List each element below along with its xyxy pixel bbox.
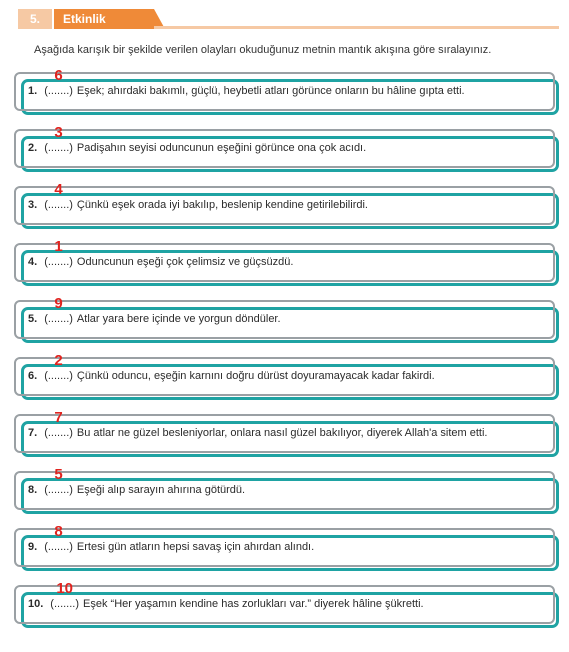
- item-number: 4.: [28, 256, 38, 268]
- list-item: [14, 523, 555, 567]
- item-number: 2.: [28, 142, 38, 154]
- answer-blank[interactable]: (.......) 10: [50, 580, 80, 610]
- list-item: [14, 580, 555, 624]
- item-text: Oduncunun eşeği çok çelimsiz ve güçsüzdü.: [76, 256, 294, 268]
- handwritten-answer: 3: [54, 124, 63, 141]
- item-text: Atlar yara bere içinde ve yorgun döndüler.: [76, 313, 281, 325]
- list-item: [14, 466, 555, 510]
- activity-title: Etkinlik: [54, 9, 154, 29]
- sequence-list: [14, 67, 555, 642]
- item-text: Bu atlar ne güzel besleniyorlar, onlara nasıl güzel bakılıyor, diyerek Allah'a sitem etti.: [76, 427, 488, 439]
- handwritten-answer: 1: [54, 238, 63, 255]
- list-item: [14, 295, 555, 339]
- answer-blank[interactable]: (.......) 1: [44, 238, 73, 268]
- list-item: [14, 238, 555, 282]
- answer-blank[interactable]: (.......) 7: [44, 409, 73, 439]
- item-number: 7.: [28, 427, 38, 439]
- answer-blank[interactable]: (.......) 5: [44, 466, 73, 496]
- item-number: 10.: [28, 598, 44, 610]
- activity-number: 5.: [18, 9, 52, 29]
- answer-blank[interactable]: (.......) 4: [44, 181, 73, 211]
- handwritten-answer: 4: [54, 181, 63, 198]
- item-number: 1.: [28, 85, 38, 97]
- list-item: [14, 181, 555, 225]
- instruction-text: Aşağıda karışık bir şekilde verilen olayları okuduğunuz metnin mantık akışına göre sıralayınız.: [34, 44, 492, 56]
- answer-blank[interactable]: (.......) 3: [44, 124, 73, 154]
- item-text: Eşek; ahırdaki bakımlı, güçlü, heybetli atları görünce onların bu hâline gıpta etti.: [76, 85, 465, 97]
- header-divider: [154, 26, 559, 29]
- item-number: 5.: [28, 313, 38, 325]
- handwritten-answer: 5: [54, 466, 63, 483]
- item-text: Çünkü eşek orada iyi bakılıp, beslenip kendine getirilebilirdi.: [76, 199, 368, 211]
- item-text: Çünkü oduncu, eşeğin karnını doğru dürüst doyuramayacak kadar fakirdi.: [76, 370, 435, 382]
- list-item: [14, 67, 555, 111]
- item-text: Eşek “Her yaşamın kendine has zorlukları var.” diyerek hâline şükretti.: [83, 598, 424, 610]
- item-text: Padişahın seyisi oduncunun eşeğini görünce ona çok acıdı.: [76, 142, 367, 154]
- handwritten-answer: 9: [54, 295, 63, 312]
- item-text: Ertesi gün atların hepsi savaş için ahırdan alındı.: [76, 541, 315, 553]
- answer-blank[interactable]: (.......) 8: [44, 523, 73, 553]
- item-number: 6.: [28, 370, 38, 382]
- answer-blank[interactable]: (.......) 2: [44, 352, 73, 382]
- list-item: [14, 409, 555, 453]
- handwritten-answer: 2: [54, 352, 63, 369]
- item-text: Eşeği alıp sarayın ahırına götürdü.: [76, 484, 246, 496]
- handwritten-answer: 10: [56, 580, 73, 597]
- item-number: 8.: [28, 484, 38, 496]
- activity-header: [13, 6, 559, 32]
- handwritten-answer: 8: [54, 523, 63, 540]
- answer-blank[interactable]: (.......) 9: [44, 295, 73, 325]
- list-item: [14, 352, 555, 396]
- handwritten-answer: 6: [54, 67, 63, 84]
- answer-blank[interactable]: (.......) 6: [44, 67, 73, 97]
- item-number: 3.: [28, 199, 38, 211]
- list-item: [14, 124, 555, 168]
- item-number: 9.: [28, 541, 38, 553]
- handwritten-answer: 7: [54, 409, 63, 426]
